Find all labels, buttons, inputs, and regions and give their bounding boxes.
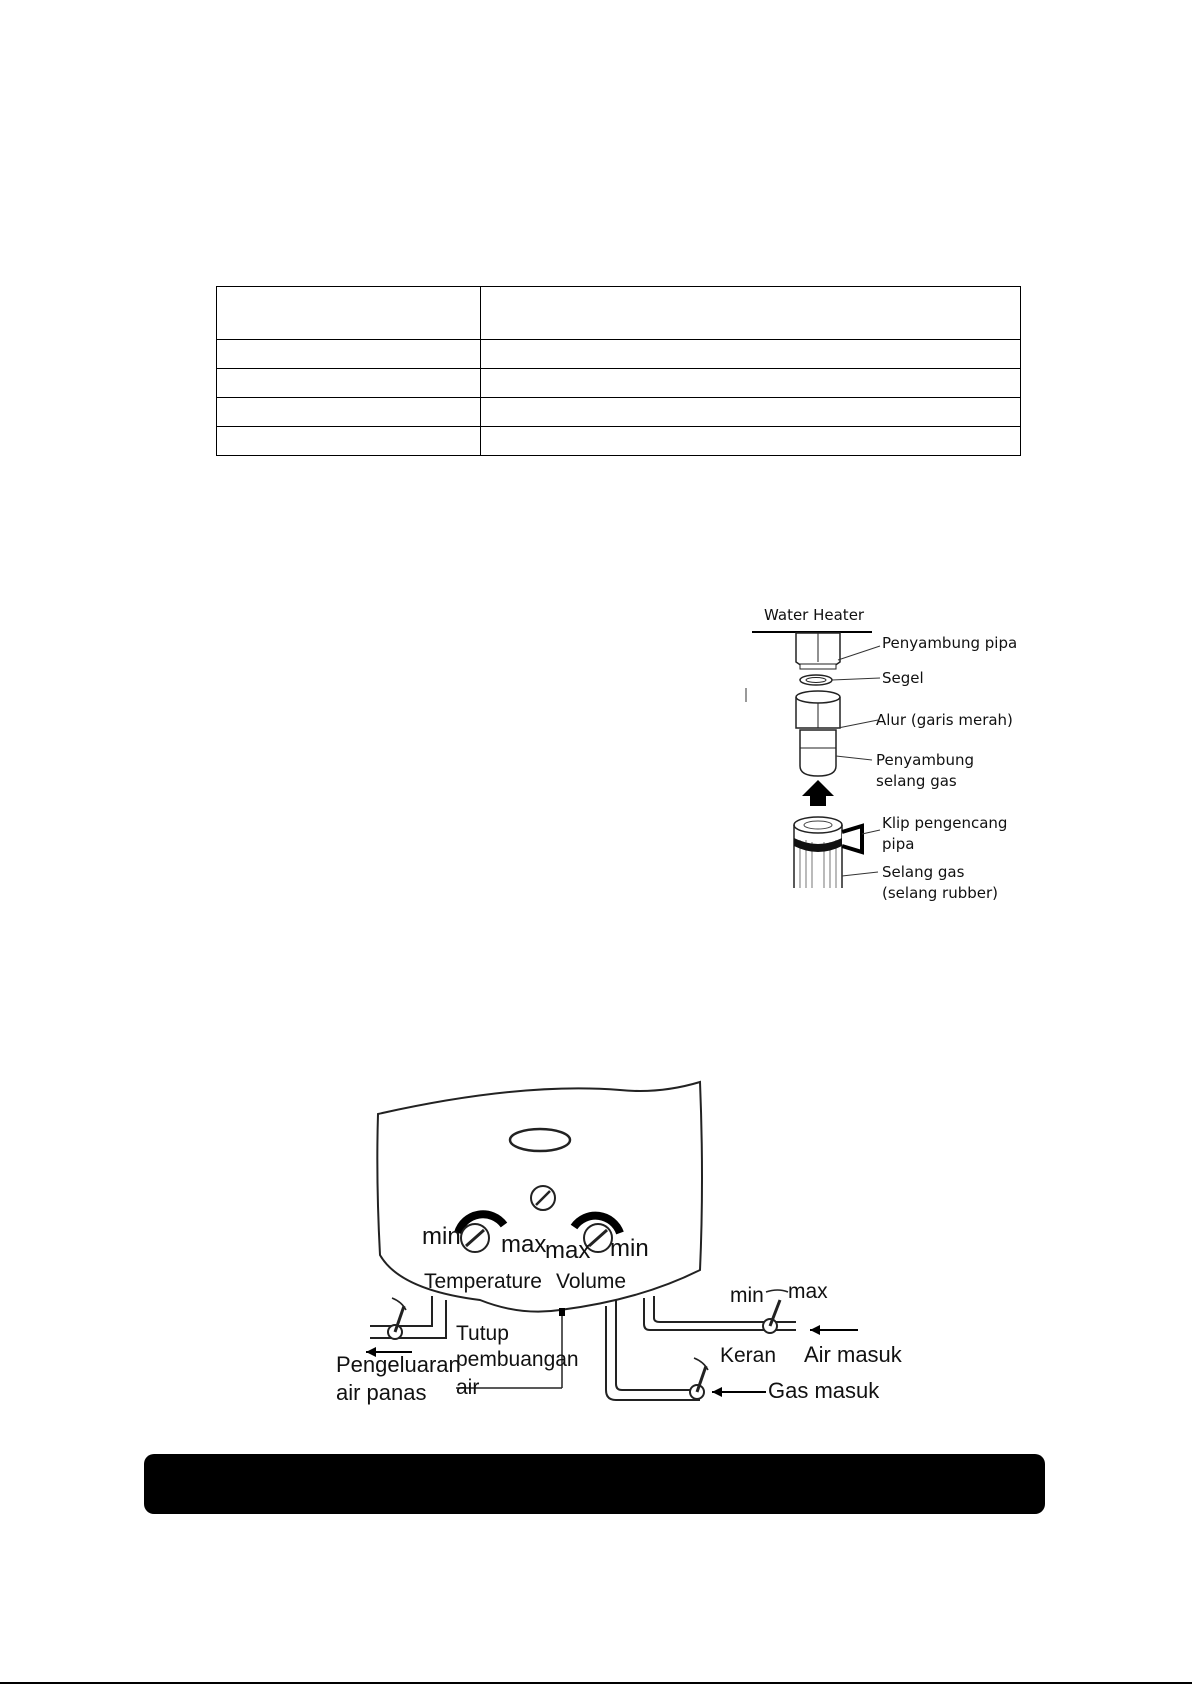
valve-max-label: max (788, 1280, 828, 1303)
groove-nut-part (796, 691, 840, 728)
vol-min-label: min (610, 1235, 649, 1262)
seal-ring-part (800, 675, 832, 685)
hot-out-label-2: air panas (336, 1380, 427, 1405)
label-gas-hose-connector-2: selang gas (876, 772, 957, 790)
hot-water-pipe (370, 1296, 446, 1338)
gas-in-label: Gas masuk (768, 1378, 880, 1403)
footer-black-bar (144, 1454, 1045, 1514)
valve-min-label: min (730, 1284, 764, 1307)
ignition-knob-icon (531, 1186, 555, 1210)
drain-cap-icon (559, 1308, 565, 1316)
gas-hose-with-clip-part (794, 817, 862, 888)
tap-label: Keran (720, 1344, 777, 1367)
label-pipe-connector: Penyambung pipa (882, 634, 1018, 652)
label-groove: Alur (garis merah) (876, 711, 1013, 729)
temp-min-label: min (422, 1223, 461, 1250)
arrow-up-icon (802, 780, 834, 806)
label-pipe-clip-2: pipa (882, 835, 915, 853)
drain-cap-label-3: air (456, 1376, 480, 1399)
vol-max-label: max (545, 1237, 591, 1264)
temp-max-label: max (501, 1231, 547, 1258)
hose-diagram-title: Water Heater (764, 606, 865, 624)
label-gas-hose-2: (selang rubber) (882, 884, 999, 902)
drain-cap-label-1: Tutup (456, 1322, 509, 1345)
label-seal: Segel (882, 669, 924, 687)
water-in-label: Air masuk (804, 1342, 902, 1367)
temperature-label: Temperature (424, 1270, 542, 1293)
pipe-connector-part (796, 633, 840, 669)
drain-cap-label-2: pembuangan (456, 1348, 579, 1371)
volume-label: Volume (556, 1270, 627, 1293)
label-gas-hose-1: Selang gas (882, 863, 965, 881)
gas-hose-connector-part (800, 730, 836, 776)
label-gas-hose-connector-1: Penyambung (876, 751, 974, 769)
hot-out-label-1: Pengeluaran (336, 1352, 461, 1377)
display-window (510, 1129, 570, 1151)
label-pipe-clip-1: Klip pengencang (882, 814, 1008, 832)
